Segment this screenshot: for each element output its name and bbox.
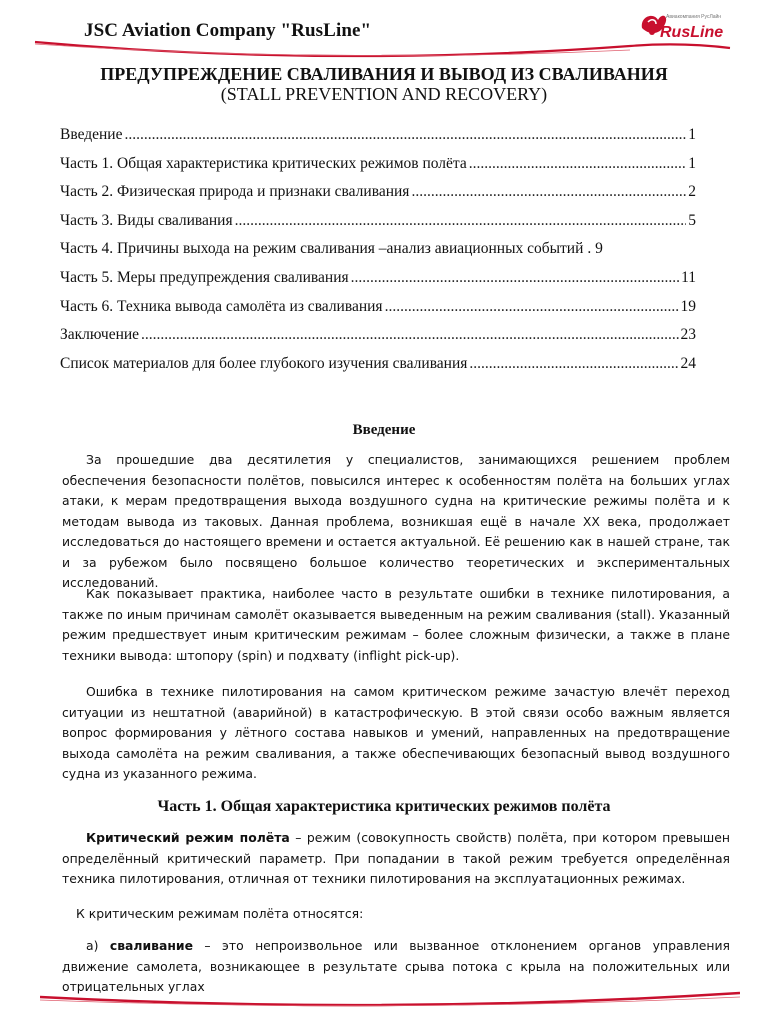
toc-label: Список материалов для более глубокого изучения сваливания [60,354,468,372]
toc-leader [469,355,678,373]
toc-leader [235,212,687,230]
toc-page: . 9 [587,240,603,258]
toc-entry[interactable] [60,298,696,327]
toc-label: Часть 6. Техника вывода самолёта из сваливания [60,297,383,315]
toc-entry[interactable] [60,126,696,155]
intro-paragraph-1: За прошедшие два десятилетия у специалистов, занимающихся решением проблем обеспечения безопасности полётов, повысился интерес к особенностям полёта на больших углах атаки, к мерам предотвращения выхода воздушного судна на критические режимы полёта и к методам вывода из таковых. Данная проблема, возникшая ещё в начале XX века, продолжает исследоваться до настоящего времени и остается актуальной. Её решению как в нашей стране, так и за рубежом было посвящено большое количество теоретических и экспериментальных исследований. [62,452,730,590]
toc-page: 19 [680,297,696,315]
definition-text: – режим (совокупность свойств) полёта, при котором превышен определённый критический параметр. При попадании в такой режим требуется определённая техника пилотирования, отличная от техники пилотирования на эксплуатационных режимах. [62,830,730,886]
toc-label: Часть 2. Физическая природа и признаки сваливания [60,183,410,201]
list-item-text: – это непроизвольное или вызванное отклонением органов управления движение самолета, возникающее в результате срыва потока с крыла на положительных или отрицательных углах [62,938,730,994]
toc-entry[interactable] [60,155,696,184]
toc-leader [411,183,686,201]
document-title: ПРЕДУПРЕЖДЕНИЕ СВАЛИВАНИЯ И ВЫВОД ИЗ СВАЛИВАНИЯ [100,64,668,84]
toc-page: 23 [680,326,696,344]
section-heading-part1: Часть 1. Общая характеристика критических режимов полёта [157,798,611,815]
section-heading-intro: Введение [352,422,416,438]
definition-term: Критический режим полёта [86,830,290,845]
toc-label: Часть 1. Общая характеристика критических режимов полёта [60,154,467,172]
intro-paragraph-3: Ошибка в технике пилотирования на самом критическом режиме зачастую влечёт переход ситуации из нештатной (аварийной) в катастрофическую. В этой связи особо важным является вопрос формирования у лётного состава навыков и умений, направленных на предотвращение выхода самолёта на режим сваливания, а также обеспечивающих безопасный вывод воздушного судна из указанного режима. [62,684,730,781]
toc-label: Часть 4. Причины выхода на режим сваливания –анализ авиационных событий [60,240,584,258]
list-intro: К критическим режимам полёта относятся: [76,906,364,921]
toc-leader [469,155,687,173]
company-name: JSC Aviation Company "RusLine" [84,20,372,41]
toc-label: Часть 5. Меры предупреждения сваливания [60,268,349,286]
toc-leader [385,298,679,316]
toc-entry[interactable] [60,355,696,384]
toc-leader [141,326,678,344]
toc-page: 1 [688,154,696,172]
toc-page: 1 [688,126,696,143]
intro-paragraph-2: Как показывает практика, наиболее часто в результате ошибки в технике пилотирования, а также по иным причинам самолёт оказывается выведенным на режим сваливания (stall). Указанный режим предшествует иным критическим режимам – более сложным физически, а также в плане техники вывода: штопору (spin) и подхвату (inflight pick-up). [62,586,730,663]
toc-page: 11 [681,268,696,286]
toc-entry[interactable] [60,269,696,298]
table-of-contents [60,126,696,383]
toc-entry[interactable] [60,240,696,269]
toc-page: 5 [688,211,696,229]
toc-label: Часть 3. Виды сваливания [60,211,233,229]
logo-small-text: Авиакомпания РусЛайн [666,14,722,20]
toc-page: 24 [680,354,696,372]
footer-swoosh [40,985,740,1015]
logo-wordmark: RusLine [660,24,724,41]
toc-label: Заключение [60,326,140,344]
toc-entry[interactable] [60,326,696,355]
definition-paragraph [62,828,730,890]
list-item-prefix: а) [86,938,110,953]
toc-leader [124,126,686,144]
document-subtitle: (STALL PREVENTION AND RECOVERY) [220,84,548,104]
toc-entry[interactable] [60,212,696,241]
list-item-term: сваливание [109,938,194,953]
toc-label: Введение [60,126,123,143]
toc-leader [351,269,679,287]
toc-page: 2 [688,183,696,201]
toc-entry[interactable] [60,183,696,212]
